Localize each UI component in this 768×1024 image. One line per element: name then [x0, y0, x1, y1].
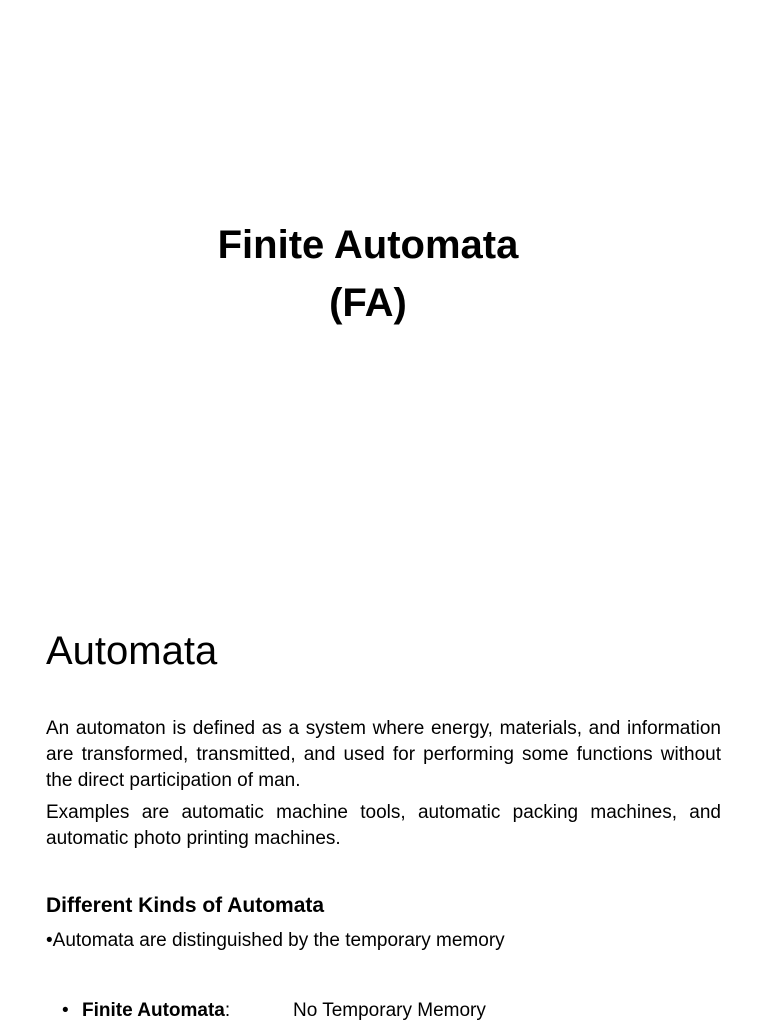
bullet-term: Finite Automata	[82, 1000, 225, 1021]
section-heading-automata: Automata	[46, 629, 218, 673]
kinds-of-automata-heading: Different Kinds of Automata	[46, 894, 325, 917]
automata-examples-paragraph: Examples are automatic machine tools, automatic packing machines, and automatic photo printing machines.	[46, 802, 721, 849]
bullet-value: No Temporary Memory	[293, 1000, 486, 1021]
slide-title-line-1: Finite Automata	[217, 223, 519, 267]
list-item-finite-automata	[62, 998, 486, 1024]
bullet-separator: :	[224, 1000, 231, 1021]
slide-title-line-2: (FA)	[329, 281, 407, 325]
automaton-definition-paragraph: An automaton is defined as a system where energy, materials, and information are transformed, transmitted, and used for performing some functions without the direct participation of man.	[46, 718, 721, 791]
bullet-icon: •	[62, 1000, 69, 1021]
temporary-memory-note: •Automata are distinguished by the temporary memory	[46, 930, 505, 951]
slide-title	[0, 216, 736, 332]
